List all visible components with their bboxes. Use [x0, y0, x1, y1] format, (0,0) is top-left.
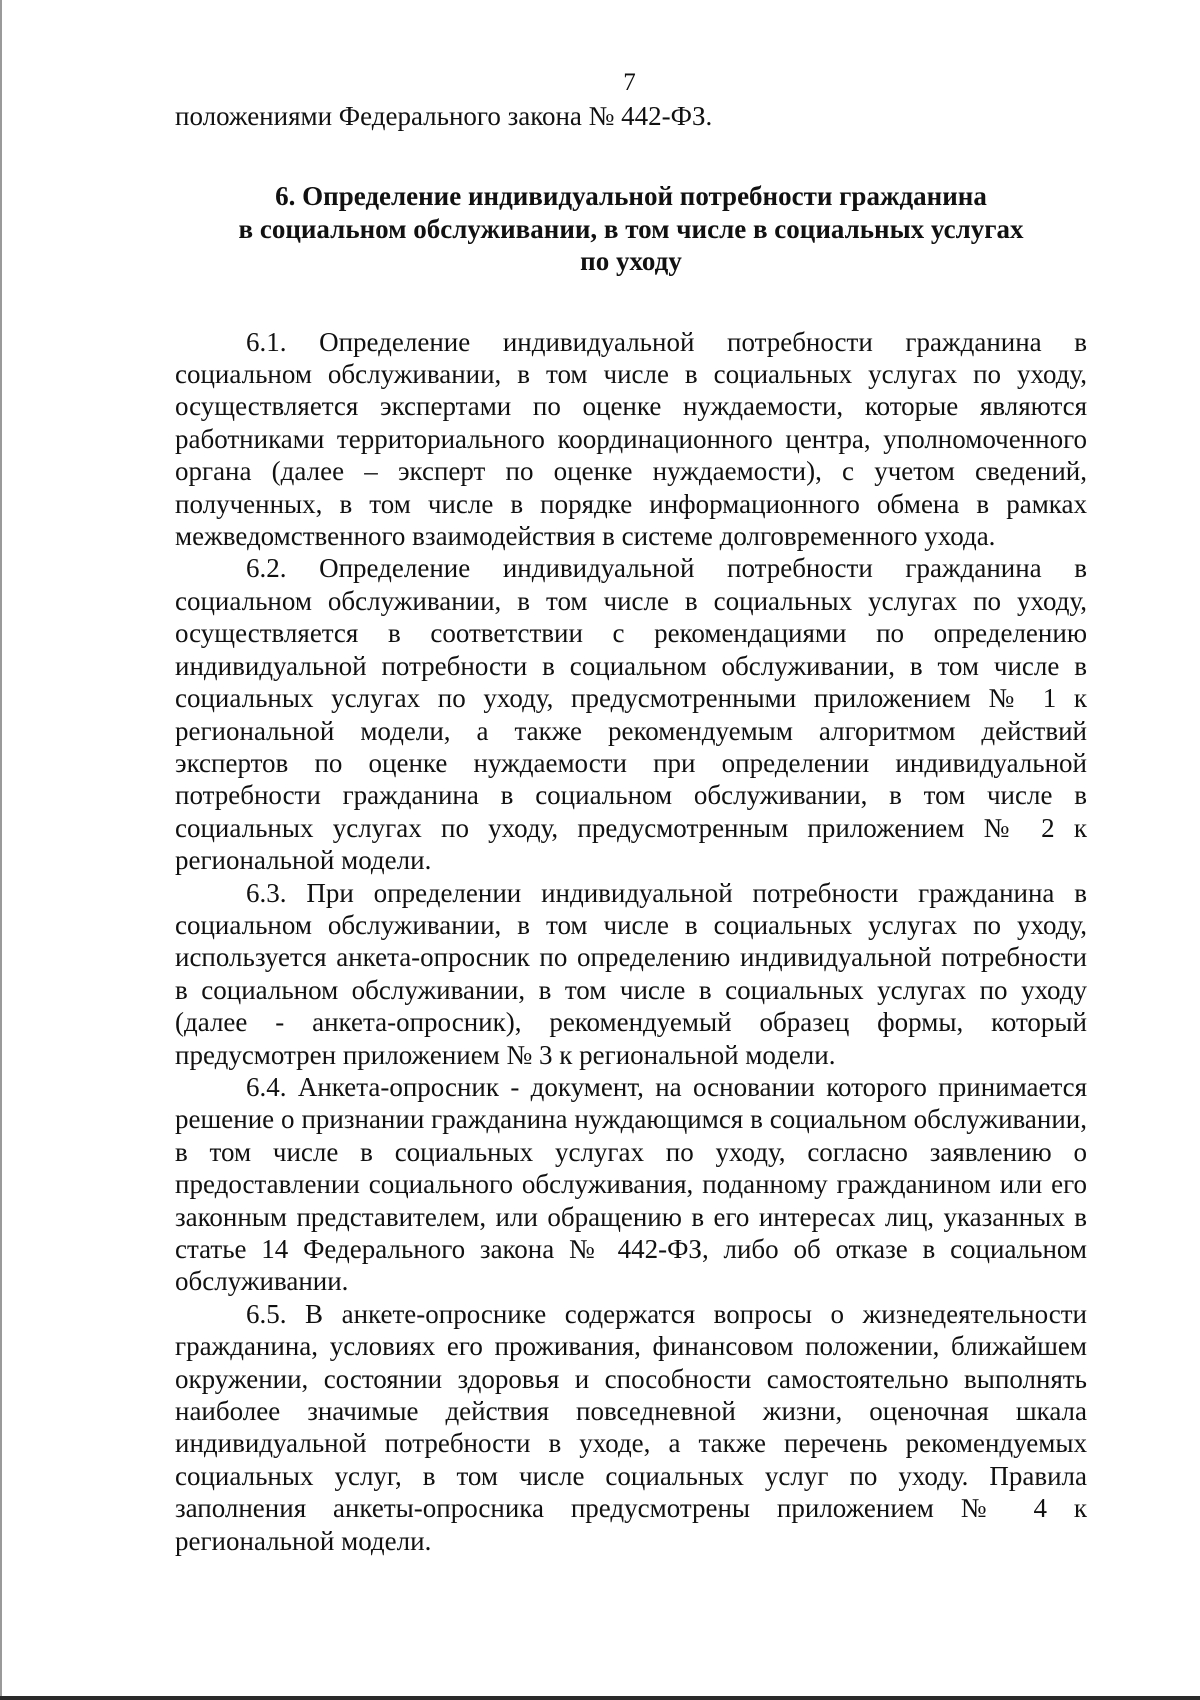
paragraph-6-3: 6.3. При определении индивидуальной потребности гражданина в социальном обслуживании, в том числе в социальных услугах по уходу, используется анкета-опросник по определению индивидуальной потребности в социальном обслуживании, в том числе в социальных услугах по уходу (далее - анкета-опросник), рекомендуемый образец формы, который предусмотрен приложением № 3 к региональной модели.	[175, 877, 1087, 1070]
section-heading-line: 6. Определение индивидуальной потребности гражданина	[275, 181, 987, 212]
scan-left-edge	[0, 0, 2, 1700]
continuation-line: положениями Федерального закона № 442-ФЗ.	[175, 101, 713, 131]
page-number: 7	[623, 69, 636, 96]
section-heading	[175, 180, 1087, 277]
document-body	[175, 100, 1087, 1557]
section-paragraphs	[175, 326, 1087, 1557]
section-heading-line: в социальном обслуживании, в том числе в социальных услугах	[238, 213, 1024, 244]
paragraph-6-5: 6.5. В анкете-опроснике содержатся вопросы о жизнедеятельности гражданина, условиях его проживания, финансовом положении, ближайшем окружении, состоянии здоровья и способности самостоятельно выполнять наиболее значимые действия повседневной жизни, оценочная шкала индивидуальной потребности в уходе, а также перечень рекомендуемых социальных услуг, в том числе социальных услуг по уходу. Правила заполнения анкеты-опросника предусмотрены приложением № 4 к региональной модели.	[175, 1298, 1087, 1556]
section-heading-line: по уходу	[580, 246, 682, 277]
scan-bottom-edge	[0, 1696, 1200, 1700]
paragraph-6-2: 6.2. Определение индивидуальной потребности гражданина в социальном обслуживании, в том числе в социальных услугах по уходу, осуществляется в соответствии с рекомендациями по определению индивидуальной потребности в социальном обслуживании, в том числе в социальных услугах по уходу, предусмотренными приложением № 1 к региональной модели, а также рекомендуемым алгоритмом действий экспертов по оценке нуждаемости при определении индивидуальной потребности гражданина в социальном обслуживании, в том числе в социальных услугах по уходу, предусмотренным приложением № 2 к региональной модели.	[175, 553, 1087, 876]
paragraph-6-1: 6.1. Определение индивидуальной потребности гражданина в социальном обслуживании, в том числе в социальных услугах по уходу, осуществляется экспертами по оценке нуждаемости, которые являются работниками территориального координационного центра, уполномоченного органа (далее – эксперт по оценке нуждаемости), с учетом сведений, полученных, в том числе в порядке информационного обмена в рамках межведомственного взаимодействия в системе долговременного ухода.	[175, 326, 1087, 552]
paragraph-6-4: 6.4. Анкета-опросник - документ, на основании которого принимается решение о признании гражданина нуждающимся в социальном обслуживании, в том числе в социальных услугах по уходу, согласно заявлению о предоставлении социального обслуживания, поданному гражданином или его законным представителем, или обращению в его интересах лиц, указанных в статье 14 Федерального закона № 442-ФЗ, либо об отказе в социальном обслуживании.	[175, 1071, 1087, 1297]
